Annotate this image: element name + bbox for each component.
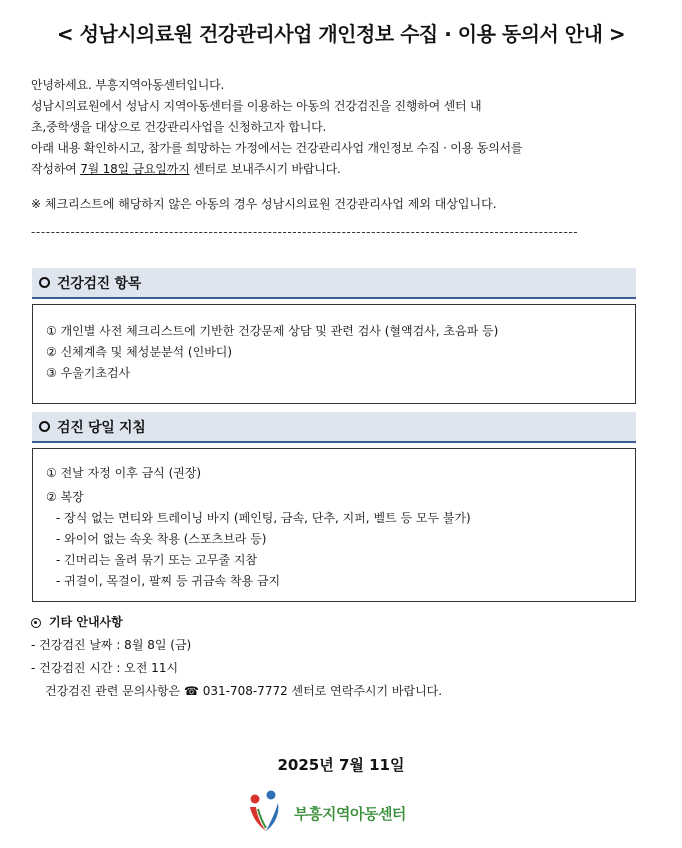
divider: --------------------------------------------------------------------------------------------------------------- <box>31 226 579 238</box>
list-subitem: - 귀걸이, 목걸이, 팔찌 등 귀금속 착용 금지 <box>56 574 281 588</box>
section-heading: 건강검진 항목 <box>57 275 141 292</box>
section-header-exam-day-guide <box>32 412 636 443</box>
intro-line: 아래 내용 확인하시고, 참가를 희망하는 가정에서는 건강관리사업 개인정보 수집 · 이용 동의서를 <box>31 141 523 155</box>
intro-text: 작성하여 <box>31 162 81 176</box>
checkup-items-box <box>32 304 636 404</box>
exam-day-guide-box <box>32 448 636 602</box>
circle-bullet-icon <box>39 277 50 288</box>
intro-paragraph <box>31 75 641 180</box>
list-item: ② 복장 <box>46 490 84 504</box>
center-logo <box>244 786 444 836</box>
list-subitem: - 장식 없는 면티와 트레이닝 바지 (페인팅, 금속, 단추, 지퍼, 벨트 등 모두 불가) <box>56 511 471 525</box>
page-title: < 성남시의료원 건강관리사업 개인정보 수집 · 이용 동의서 안내 > <box>56 22 626 46</box>
list-item: ③ 우울기초검사 <box>46 366 131 380</box>
circle-bullet-icon <box>39 421 50 432</box>
intro-line: 초,중학생을 대상으로 건강관리사업을 신청하고자 합니다. <box>31 120 327 134</box>
list-subitem: - 긴머리는 올려 묶기 또는 고무줄 지참 <box>56 553 258 567</box>
checkup-time: - 건강검진 시간 : 오전 11시 <box>31 661 179 675</box>
intro-text: 센터로 보내주시기 바랍니다. <box>189 162 341 176</box>
other-info <box>31 611 651 703</box>
list-item: ① 개인별 사전 체크리스트에 기반한 건강문제 상담 및 관련 검사 (혈액검사, 초음파 등) <box>46 324 499 338</box>
intro-line: 안녕하세요. 부흥지역아동센터입니다. <box>31 78 225 92</box>
radio-bullet-icon <box>31 618 41 628</box>
list-item: ② 신체계측 및 체성분분석 (인바디) <box>46 345 233 359</box>
section-heading: 검진 당일 지침 <box>57 419 146 436</box>
checkup-date: - 건강검진 날짜 : 8월 8일 (금) <box>31 638 192 652</box>
list-item: ① 전날 자정 이후 금식 (권장) <box>46 466 202 480</box>
exclusion-note: ※ 체크리스트에 해당하지 않은 아동의 경우 성남시의료원 건강관리사업 제외 대상입니다. <box>31 197 497 211</box>
center-logo-name: 부흥지역아동센터 <box>294 804 406 823</box>
other-info-heading <box>31 611 651 634</box>
deadline-text: 7월 18일 금요일까지 <box>80 162 190 176</box>
intro-line <box>31 159 641 180</box>
section-header-checkup-items <box>32 268 636 299</box>
intro-line: 성남시의료원에서 성남시 지역아동센터를 이용하는 아동의 건강검진을 진행하여 센터 내 <box>31 99 482 113</box>
other-info-title: 기타 안내사항 <box>49 615 123 629</box>
center-logo-icon <box>244 787 292 835</box>
contact-info: 건강검진 관련 문의사항은 ☎ 031-708-7772 센터로 연락주시기 바랍니다. <box>45 684 443 698</box>
list-subitem: - 와이어 없는 속옷 착용 (스포츠브라 등) <box>56 532 267 546</box>
document-date: 2025년 7월 11일 <box>277 756 405 774</box>
